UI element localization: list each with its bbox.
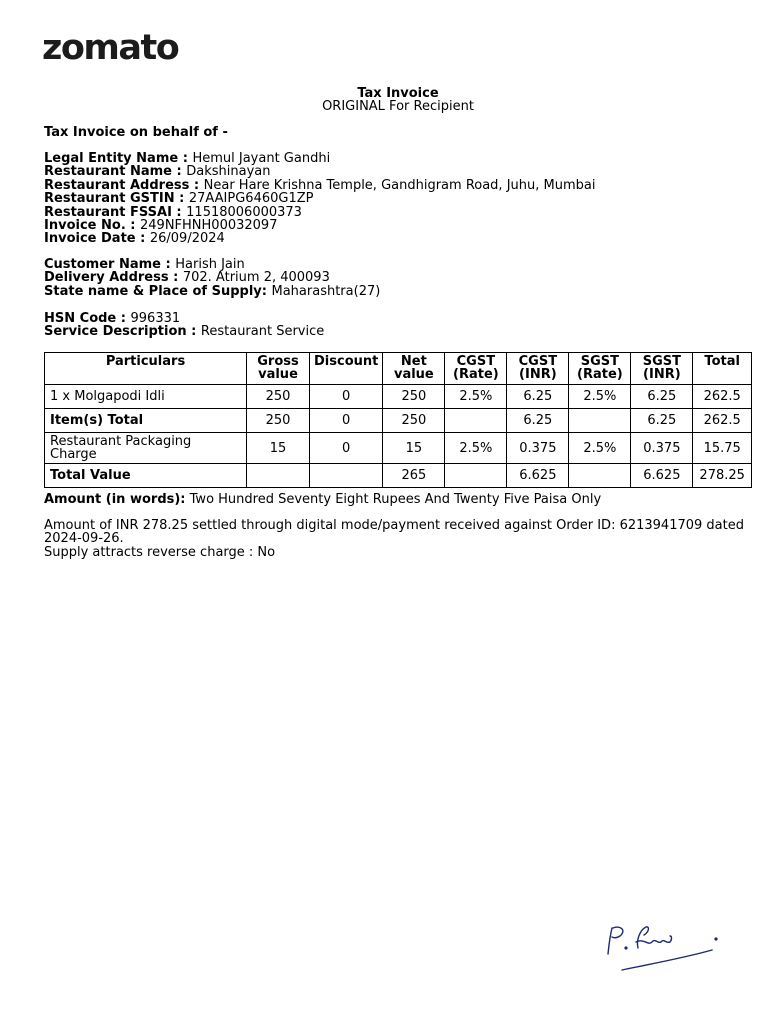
table-cell: 278.25: [693, 464, 752, 488]
table-cell: [247, 464, 310, 488]
invoice-number-value: 249NFHNH00032097: [140, 218, 278, 234]
restaurant-name-label: Restaurant Name :: [44, 164, 187, 180]
table-cell: 15: [247, 433, 310, 464]
table-cell: 250: [247, 409, 310, 433]
table-cell: 250: [247, 385, 310, 409]
hsn-code-value: 996331: [130, 311, 181, 326]
table-cell: [445, 409, 507, 433]
table-row: [45, 433, 752, 464]
service-description-row: [44, 325, 324, 338]
customer-name-row: [44, 258, 380, 271]
column-header-cgst-inr: CGST (INR): [507, 353, 569, 385]
legal-entity-value: Hemul Jayant Gandhi: [192, 151, 331, 166]
column-header-cgst-rate: CGST (Rate): [445, 353, 507, 385]
table-cell: 2.5%: [445, 433, 507, 464]
column-header-discount: Discount: [310, 353, 383, 385]
table-cell: 265: [383, 464, 445, 488]
amount-words-value: Two Hundred Seventy Eight Rupees And Twenty Five Paisa Only: [185, 492, 602, 507]
table-cell: 0.375: [507, 433, 569, 464]
restaurant-fssai-row: [44, 206, 595, 219]
table-cell: 15: [383, 433, 445, 464]
invoice-date-label: Invoice Date :: [44, 231, 150, 247]
restaurant-fssai-label: Restaurant FSSAI :: [44, 204, 187, 220]
invoice-number-label: Invoice No. :: [44, 218, 141, 234]
table-cell: 15.75: [693, 433, 752, 464]
amount-in-words: [44, 493, 744, 506]
place-of-supply-label: State name & Place of Supply:: [44, 283, 272, 299]
column-header-gross-value: Gross value: [247, 353, 310, 385]
table-cell: 0.375: [631, 433, 693, 464]
hsn-code-label: HSN Code :: [44, 311, 131, 326]
invoice-subtitle: ORIGINAL For Recipient: [322, 99, 474, 114]
table-cell: 2.5%: [569, 385, 631, 409]
payment-note: [44, 519, 744, 559]
legal-entity-row: [44, 152, 595, 165]
hsn-code-row: [44, 312, 324, 325]
table-cell: 262.5: [693, 409, 752, 433]
table-cell: 250: [383, 409, 445, 433]
table-cell: Total Value: [45, 464, 247, 488]
table-cell: 262.5: [693, 385, 752, 409]
table-row: [45, 409, 752, 433]
service-details: [44, 312, 324, 339]
customer-name-value: Harish Jain: [175, 257, 245, 272]
column-header-net-value: Net value: [383, 353, 445, 385]
restaurant-address-value: Near Hare Krishna Temple, Gandhigram Road, Juhu, Mumbai: [203, 177, 596, 193]
table-cell: 6.625: [507, 464, 569, 488]
amount-words-label: Amount (in words):: [44, 492, 186, 507]
delivery-address-label: Delivery Address :: [44, 270, 183, 286]
table-row: [45, 385, 752, 409]
table-row: [45, 464, 752, 488]
delivery-address-value: 702. Atrium 2, 400093: [182, 270, 330, 286]
reverse-charge-text: Supply attracts reverse charge : No: [44, 544, 276, 560]
table-cell: [310, 464, 383, 488]
table-cell: Item(s) Total: [45, 409, 247, 433]
restaurant-gstin-value: 27AAIPG6460G1ZP: [188, 191, 314, 207]
customer-details: [44, 258, 380, 298]
column-header-total: Total: [693, 353, 752, 385]
table-cell: 2.5%: [569, 433, 631, 464]
settlement-text: Amount of INR 278.25 settled through digital mode/payment received against Order ID: 6213941709 dated 2024-09-26.: [44, 518, 744, 547]
restaurant-fssai-value: 11518006000373: [186, 204, 302, 220]
column-header-sgst-inr: SGST (INR): [631, 353, 693, 385]
table-cell: 2.5%: [445, 385, 507, 409]
table-cell: 6.25: [507, 385, 569, 409]
invoice-number-row: [44, 219, 595, 232]
table-cell: 250: [383, 385, 445, 409]
invoice-items-table: [44, 352, 752, 488]
table-cell: [445, 464, 507, 488]
restaurant-details: [44, 152, 595, 246]
table-cell: 0: [310, 433, 383, 464]
table-cell: 1 x Molgapodi Idli: [45, 385, 247, 409]
customer-name-label: Customer Name :: [44, 257, 176, 272]
restaurant-gstin-label: Restaurant GSTIN :: [44, 191, 189, 207]
restaurant-gstin-row: [44, 192, 595, 205]
column-header-particulars: Particulars: [45, 353, 247, 385]
service-description-label: Service Description :: [44, 324, 201, 340]
table-cell: 6.25: [631, 409, 693, 433]
restaurant-address-label: Restaurant Address :: [44, 177, 204, 193]
service-description-value: Restaurant Service: [200, 324, 325, 340]
delivery-address-row: [44, 271, 380, 284]
place-of-supply-value: Maharashtra(27): [271, 283, 381, 299]
table-cell: 0: [310, 409, 383, 433]
table-cell: [569, 464, 631, 488]
table-header-row: [45, 353, 752, 385]
zomato-logo: zomato: [42, 28, 179, 68]
table-cell: 6.25: [507, 409, 569, 433]
invoice-date-row: [44, 232, 595, 245]
restaurant-address-row: [44, 179, 595, 192]
signature: [600, 918, 730, 978]
table-cell: 6.625: [631, 464, 693, 488]
table-cell: 0: [310, 385, 383, 409]
table-cell: Restaurant Packaging Charge: [45, 433, 247, 464]
invoice-title: Tax Invoice: [357, 86, 439, 101]
table-cell: [569, 409, 631, 433]
place-of-supply-row: [44, 285, 380, 298]
restaurant-name-value: Dakshinayan: [186, 164, 271, 180]
behalf-label: Tax Invoice on behalf of -: [44, 125, 228, 140]
table-cell: 6.25: [631, 385, 693, 409]
column-header-sgst-rate: SGST (Rate): [569, 353, 631, 385]
invoice-date-value: 26/09/2024: [149, 231, 225, 247]
restaurant-name-row: [44, 165, 595, 178]
legal-entity-label: Legal Entity Name :: [44, 151, 193, 166]
behalf-heading: [44, 126, 228, 139]
